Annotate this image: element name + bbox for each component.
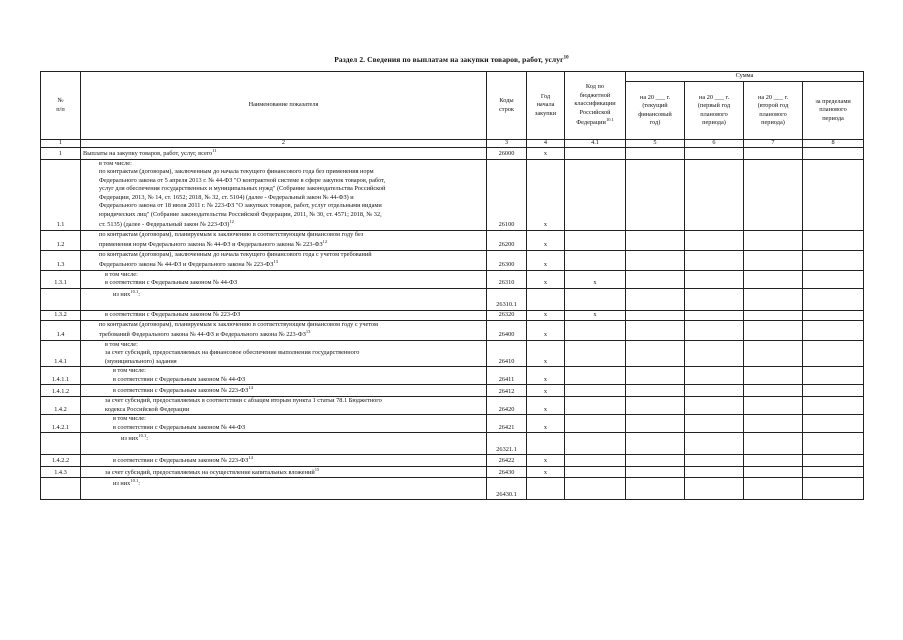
indicator-text: в соответствии с Федеральным законом № 223-ФЗ — [105, 311, 241, 319]
sum-current-year[interactable] — [626, 397, 685, 415]
purchase-year: x — [527, 340, 565, 367]
section-title-footnote: 10 — [563, 55, 569, 61]
sum-plan-year-2[interactable] — [744, 310, 803, 320]
sum-plan-year-1[interactable] — [685, 250, 744, 270]
table-row — [41, 288, 864, 310]
sum-current-year[interactable] — [626, 230, 685, 250]
indicator-text: из них — [113, 290, 131, 298]
indicator-text: в том числе: в соответствии с Федеральным законом № 44-ФЗ — [113, 415, 246, 431]
purchase-year: x — [527, 466, 565, 478]
header-plan-year-2: на 20 ___ г. (второй год планового периода) — [744, 82, 803, 140]
column-number: 7 — [744, 140, 803, 148]
sum-current-year[interactable] — [626, 250, 685, 270]
purchase-year: x — [527, 310, 565, 320]
footnote-ref: 13 — [305, 329, 311, 335]
table-row — [41, 310, 864, 320]
indicator-text: в соответствии с Федеральным законом № 223-ФЗ — [113, 387, 249, 395]
budget-classification — [565, 288, 626, 310]
row-number: 1.4.2.1 — [41, 415, 81, 433]
footnote-ref: 14 — [248, 385, 253, 391]
row-code: 26321.1 — [487, 433, 527, 455]
purchase-year: x — [527, 385, 565, 397]
sum-beyond-plan[interactable] — [803, 310, 864, 320]
footnote-ref: 10.1 — [138, 433, 147, 439]
row-number: 1.3.2 — [41, 310, 81, 320]
sum-plan-year-2[interactable] — [744, 397, 803, 415]
sum-plan-year-2[interactable] — [744, 159, 803, 230]
row-code: 26421 — [487, 415, 527, 433]
header-budget-footnote: 10.1 — [605, 117, 614, 123]
purchase-year: x — [527, 148, 565, 160]
table-row — [41, 250, 864, 270]
column-number: 8 — [803, 140, 864, 148]
header-current-year: на 20 ___ г. (текущий финансовый год) — [626, 82, 685, 140]
budget-classification — [565, 478, 626, 500]
indicator-text: за счет субсидий, предоставляемых на осуществление капитальных вложений — [105, 468, 315, 476]
purchase-year — [527, 478, 565, 500]
row-number — [41, 288, 81, 310]
sum-current-year[interactable] — [626, 367, 685, 385]
indicator-name — [81, 310, 487, 320]
indicator-name — [81, 148, 487, 160]
sum-plan-year-2[interactable] — [744, 320, 803, 340]
header-plan-year-1: на 20 ___ г. (первый год планового периода) — [685, 82, 744, 140]
footnote-ref: 10.1 — [130, 478, 139, 484]
row-code: 26410 — [487, 340, 527, 367]
budget-classification: x — [565, 270, 626, 288]
table-row — [41, 148, 864, 160]
purchase-year: x — [527, 320, 565, 340]
indicator-name — [81, 433, 487, 455]
sum-current-year[interactable] — [626, 270, 685, 288]
table-row — [41, 270, 864, 288]
indicator-suffix: : — [146, 435, 148, 443]
purchase-year: x — [527, 397, 565, 415]
row-code: 26411 — [487, 367, 527, 385]
budget-classification: x — [565, 310, 626, 320]
sum-beyond-plan[interactable] — [803, 385, 864, 397]
sum-plan-year-1[interactable] — [685, 433, 744, 455]
sum-beyond-plan[interactable] — [803, 230, 864, 250]
purchase-year: x — [527, 270, 565, 288]
sum-current-year[interactable] — [626, 340, 685, 367]
indicator-text: в том числе: в соответствии с Федеральным законом № 44-ФЗ — [113, 367, 246, 383]
sum-current-year[interactable] — [626, 478, 685, 500]
sum-current-year[interactable] — [626, 148, 685, 160]
column-number: 1 — [41, 140, 81, 148]
indicator-text: в том числе: по контрактам (договорам), заключенным до начала текущего финансового года без применения норм Федерального закона от 5 апреля 2013 г. № 44-ФЗ "О контрактной системе в сфере закупок товаров, работ, услуг для обеспечения государственных и муниципальных нужд" (Собрание законодательства Российской Федерации, 2013, № 14, ст. 1652; 2018, № 32, ст. 5104) (далее - Федеральный закон № 44-ФЗ) и Федерального закона от 18 июля 2011 г. № 223-ФЗ "О закупках товаров, работ, услуг отдельными видами юридических лиц" (Собрание законодательства Российской Федерации, 2011, № 30, ст. 4571; 2018, № 32, ст. 5135) (далее - Федеральный закон № 223-ФЗ) — [99, 159, 386, 229]
sum-beyond-plan[interactable] — [803, 270, 864, 288]
footnote-ref: 12 — [322, 239, 328, 245]
row-code: 26422 — [487, 455, 527, 467]
sum-plan-year-1[interactable] — [685, 455, 744, 467]
column-numbers-row — [41, 140, 864, 148]
indicator-text: по контрактам (договорам), заключенным до начала текущего финансового года с учетом требований Федерального закона № 44-ФЗ и Федерального закона № 223-ФЗ — [99, 250, 372, 269]
row-code: 26430.1 — [487, 478, 527, 500]
indicator-suffix: : — [138, 480, 140, 488]
row-number: 1.4.1.2 — [41, 385, 81, 397]
budget-classification — [565, 415, 626, 433]
sum-beyond-plan[interactable] — [803, 288, 864, 310]
table-row — [41, 415, 864, 433]
sum-plan-year-2[interactable] — [744, 148, 803, 160]
budget-classification — [565, 340, 626, 367]
sum-plan-year-1[interactable] — [685, 340, 744, 367]
indicator-name — [81, 288, 487, 310]
sum-current-year[interactable] — [626, 310, 685, 320]
indicator-text: из них — [113, 480, 131, 488]
indicator-text: в том числе: за счет субсидий, предоставляемых на финансовое обеспечение выполнения государственного (муниципального) задания — [105, 340, 360, 365]
row-code: 26300 — [487, 250, 527, 270]
header-codes: Коды строк — [487, 72, 527, 140]
sum-current-year[interactable] — [626, 433, 685, 455]
sum-plan-year-1[interactable] — [685, 397, 744, 415]
payments-table — [40, 71, 864, 500]
header-name: Наименование показателя — [81, 72, 487, 140]
sum-current-year[interactable] — [626, 466, 685, 478]
row-code: 26310.1 — [487, 288, 527, 310]
table-row — [41, 433, 864, 455]
purchase-year: x — [527, 250, 565, 270]
purchase-year: x — [527, 159, 565, 230]
indicator-name — [81, 397, 487, 415]
indicator-suffix: : — [138, 290, 140, 298]
sum-plan-year-1[interactable] — [685, 415, 744, 433]
budget-classification — [565, 159, 626, 230]
column-number: 4 — [527, 140, 565, 148]
row-number: 1.4.2.2 — [41, 455, 81, 467]
purchase-year — [527, 288, 565, 310]
sum-current-year[interactable] — [626, 385, 685, 397]
sum-plan-year-2[interactable] — [744, 250, 803, 270]
sum-plan-year-1[interactable] — [685, 310, 744, 320]
footnote-ref: 12 — [229, 219, 234, 225]
sum-beyond-plan[interactable] — [803, 148, 864, 160]
table-row — [41, 230, 864, 250]
sum-beyond-plan[interactable] — [803, 455, 864, 467]
table-row — [41, 320, 864, 340]
sum-beyond-plan[interactable] — [803, 415, 864, 433]
table-row — [41, 466, 864, 478]
row-number: 1.4.2 — [41, 397, 81, 415]
row-code: 26412 — [487, 385, 527, 397]
sum-plan-year-2[interactable] — [744, 433, 803, 455]
footnote-ref: 10.1 — [130, 288, 139, 294]
purchase-year: x — [527, 415, 565, 433]
sum-current-year[interactable] — [626, 288, 685, 310]
row-number: 1.4.3 — [41, 466, 81, 478]
footnote-ref: 14 — [248, 455, 253, 461]
indicator-name — [81, 320, 487, 340]
sum-plan-year-1[interactable] — [685, 367, 744, 385]
row-code: 26100 — [487, 159, 527, 230]
row-code: 26200 — [487, 230, 527, 250]
indicator-text: Выплаты на закупку товаров, работ, услуг, всего — [83, 150, 213, 158]
sum-beyond-plan[interactable] — [803, 340, 864, 367]
column-number: 5 — [626, 140, 685, 148]
row-number: 1 — [41, 148, 81, 160]
sum-plan-year-1[interactable] — [685, 159, 744, 230]
indicator-name — [81, 340, 487, 367]
budget-classification — [565, 397, 626, 415]
sum-current-year[interactable] — [626, 320, 685, 340]
purchase-year: x — [527, 230, 565, 250]
budget-classification — [565, 250, 626, 270]
table-row — [41, 385, 864, 397]
sum-current-year[interactable] — [626, 415, 685, 433]
indicator-name — [81, 367, 487, 385]
sum-beyond-plan[interactable] — [803, 466, 864, 478]
sum-beyond-plan[interactable] — [803, 478, 864, 500]
header-budget-code: Код по бюджетной классификации Российской Федерации$^{10.1}$ — [565, 72, 626, 140]
sum-beyond-plan[interactable] — [803, 397, 864, 415]
footnote-ref: 15 — [314, 466, 320, 472]
sum-beyond-plan[interactable] — [803, 159, 864, 230]
sum-plan-year-2[interactable] — [744, 455, 803, 467]
purchase-year — [527, 433, 565, 455]
table-row — [41, 478, 864, 500]
indicator-name — [81, 230, 487, 250]
column-number: 3 — [487, 140, 527, 148]
sum-beyond-plan[interactable] — [803, 367, 864, 385]
table-row — [41, 455, 864, 467]
indicator-name — [81, 250, 487, 270]
table-row — [41, 367, 864, 385]
indicator-text: в том числе: в соответствии с Федеральным законом № 44-ФЗ — [105, 270, 238, 287]
row-code: 26400 — [487, 320, 527, 340]
sum-plan-year-2[interactable] — [744, 367, 803, 385]
row-number: 1.4 — [41, 320, 81, 340]
row-code: 26430 — [487, 466, 527, 478]
row-number — [41, 433, 81, 455]
column-number: 4.1 — [565, 140, 626, 148]
sum-plan-year-1[interactable] — [685, 478, 744, 500]
indicator-text: по контрактам (договорам), планируемым к заключению в соответствующем финансовом году с учетом требований Федерального закона № 44-ФЗ и Федерального закона № 223-ФЗ — [99, 320, 379, 339]
indicator-name — [81, 159, 487, 230]
sum-plan-year-2[interactable] — [744, 466, 803, 478]
sum-plan-year-1[interactable] — [685, 385, 744, 397]
table-row — [41, 159, 864, 230]
budget-classification — [565, 466, 626, 478]
row-number: 1.1 — [41, 159, 81, 230]
indicator-text: в соответствии с Федеральным законом № 223-ФЗ — [113, 457, 249, 465]
indicator-name — [81, 415, 487, 433]
budget-classification — [565, 367, 626, 385]
row-code: 26420 — [487, 397, 527, 415]
column-number: 6 — [685, 140, 744, 148]
sum-plan-year-1[interactable] — [685, 270, 744, 288]
sum-plan-year-1[interactable] — [685, 288, 744, 310]
row-number: 1.3 — [41, 250, 81, 270]
indicator-name — [81, 466, 487, 478]
sum-beyond-plan[interactable] — [803, 250, 864, 270]
sum-plan-year-2[interactable] — [744, 478, 803, 500]
purchase-year: x — [527, 367, 565, 385]
indicator-name — [81, 385, 487, 397]
header-year: Год начала закупки — [527, 72, 565, 140]
sum-plan-year-1[interactable] — [685, 466, 744, 478]
sum-plan-year-2[interactable] — [744, 340, 803, 367]
row-code: 26320 — [487, 310, 527, 320]
sum-beyond-plan[interactable] — [803, 320, 864, 340]
row-number: 1.4.1 — [41, 340, 81, 367]
table-row — [41, 340, 864, 367]
indicator-name — [81, 478, 487, 500]
sum-current-year[interactable] — [626, 455, 685, 467]
row-number: 1.4.1.1 — [41, 367, 81, 385]
sum-plan-year-1[interactable] — [685, 148, 744, 160]
sum-plan-year-2[interactable] — [744, 288, 803, 310]
header-num: № п/п — [41, 72, 81, 140]
row-number — [41, 478, 81, 500]
sum-plan-year-2[interactable] — [744, 415, 803, 433]
indicator-name — [81, 455, 487, 467]
footnote-ref: 13 — [273, 259, 278, 265]
sum-current-year[interactable] — [626, 159, 685, 230]
budget-classification — [565, 148, 626, 160]
sum-plan-year-1[interactable] — [685, 230, 744, 250]
sum-plan-year-2[interactable] — [744, 270, 803, 288]
header-sum: Сумма — [626, 72, 864, 82]
row-number: 1.2 — [41, 230, 81, 250]
header-beyond-plan: за пределами планового периода — [803, 82, 864, 140]
row-number: 1.3.1 — [41, 270, 81, 288]
indicator-text: за счет субсидий, предоставляемых в соответствии с абзацем вторым пункта 1 статьи 78.1 Бюджетного кодекса Российской Федерации — [105, 397, 382, 413]
indicator-text: по контрактам (договорам), планируемым к заключению в соответствующем финансовом году без применения норм Федерального закона № 44-ФЗ и Федерального закона № 223-ФЗ — [99, 230, 364, 249]
sum-plan-year-1[interactable] — [685, 320, 744, 340]
column-number: 2 — [81, 140, 487, 148]
indicator-text: из них — [121, 435, 139, 443]
section-title: Раздел 2. Сведения по выплатам на закупки товаров, работ, услуг$^{10}$ — [334, 55, 569, 64]
budget-classification — [565, 320, 626, 340]
footnote-ref: 11 — [212, 148, 217, 153]
purchase-year: x — [527, 455, 565, 467]
budget-classification — [565, 455, 626, 467]
row-code: 26310 — [487, 270, 527, 288]
budget-classification — [565, 385, 626, 397]
sum-beyond-plan[interactable] — [803, 433, 864, 455]
table-row — [41, 397, 864, 415]
budget-classification — [565, 433, 626, 455]
row-code: 26000 — [487, 148, 527, 160]
sum-plan-year-2[interactable] — [744, 230, 803, 250]
indicator-name — [81, 270, 487, 288]
budget-classification — [565, 230, 626, 250]
sum-plan-year-2[interactable] — [744, 385, 803, 397]
